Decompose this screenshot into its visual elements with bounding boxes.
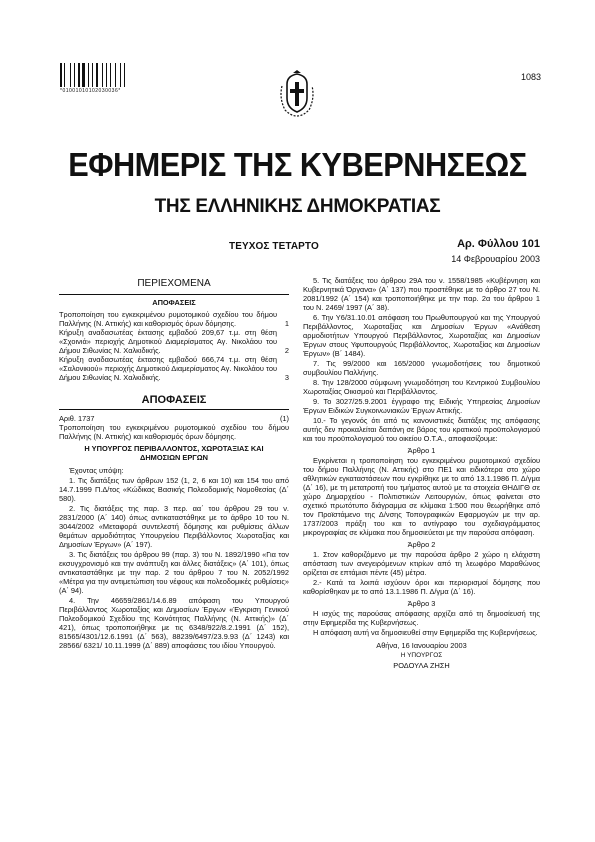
barcode-bar	[88, 63, 89, 87]
barcode-bar	[102, 63, 103, 87]
toc-item-text: Κήρυξη αναδασωτέας έκτασης εμβαδού 666,74 τ.μ. στη θέση «Σαλονικιού» περιοχής Δημοτικού Διαμερίσματος Αγ. Νικολάου του Δήμου Σιθωνίας Ν. Χαλκιδικής.	[59, 355, 277, 382]
article-title: Άρθρο 1	[407, 446, 436, 455]
signature-place-date: Αθήνα, 16 Ιανουαρίου 2003	[376, 641, 467, 650]
divider	[59, 294, 289, 295]
considering-paragraph: 8. Την 128/2000 σύμφωνη γνωμοδότηση του Κεντρικού Συμβουλίου Χωροταξίας Οικισμού και Περιβάλλοντος.	[303, 378, 540, 396]
barcode-bar	[64, 63, 65, 87]
barcode-bar	[90, 63, 92, 87]
greek-coat-of-arms-icon	[279, 70, 315, 118]
right-column	[303, 276, 540, 671]
barcode-bar	[74, 63, 75, 87]
considering-label: Έχοντας υπόψη:	[69, 466, 124, 475]
toc-item-page: 3	[284, 373, 289, 382]
article-text: Εγκρίνεται η τροποποίηση του εγκεκριμένου ρυμοτομικού σχεδίου του δήμου Παλλήνης (Ν. Αττικής) στο ΠΕ1 και ειδικότερα στο χώρο αθλητικών εγκαταστάσεων που εγκρίθηκε με το από 13.1.1986 Π. Δ/γμα (Δ΄ 16), με τη μετατροπή του τμήματος αυτού με τα στοιχεία ΘΗΔΙΓΘ σε χώρο Δημαρχείου - Πολιτιστικών Λειτουργιών, όπως φαίνεται στο σχετικό πρωτότυπο διάγραμμα σε κλίμακα 1:500 που θεωρήθηκε από τον Προϊστάμενο της Δ/νσης Τοπογραφικών Εφαρμογών με την αρ. 1737/2003 πράξη του και το αντίγραφο του σχεδιαγράμματος μικρογραφίας σε κλίμακα που δημοσιεύεται με την παρούσα απόφαση.	[303, 456, 540, 537]
barcode-bar	[63, 63, 64, 87]
article-text: Η ισχύς της παρούσας απόφασης αρχίζει από τη δημοσίευσή της στην Εφημερίδα της Κυβερνήσεως.	[303, 609, 540, 627]
considering-paragraph: 1. Τις διατάξεις των άρθρων 152 (1, 2, 6 και 10) και 154 του από 14.7.1999 Π.Δ/τος «Κώδικας Βασικής Πολεοδομικής Νομοθεσίας (Δ΄ 580).	[59, 476, 289, 503]
sheet-number: Αρ. Φύλλου 101	[457, 238, 540, 250]
decision-number-row	[59, 414, 289, 423]
page-number: 1083	[520, 72, 541, 82]
barcode-bar	[92, 63, 93, 87]
divider	[59, 409, 289, 410]
decision-number: Αριθ. 1737	[59, 414, 95, 423]
contents-section: ΑΠΟΦΑΣΕΙΣ	[152, 298, 196, 307]
toc-item-text: Τροποποίηση του εγκεκριμένου ρυμοτομικού σχεδίου του δήμου Παλλήνης (Ν. Αττικής) και καθορισμός όρων δόμησης.	[59, 310, 277, 328]
toc-item-page: 1	[284, 319, 289, 328]
barcode-bar	[81, 63, 82, 87]
article-text: Η απόφαση αυτή να δημοσιευθεί στην Εφημερίδα της Κυβερνήσεως.	[313, 628, 538, 637]
barcode-number: *01001010102030036*	[60, 88, 121, 94]
article-title: Άρθρο 2	[407, 540, 436, 549]
signer-name: ΡΟΔΟΥΛΑ ΖΗΣΗ	[393, 661, 450, 670]
toc-item[interactable]	[59, 355, 289, 382]
considering-paragraph: 7. Τις 99/2000 και 165/2000 γνωμοδοτήσεις του δημοτικού συμβουλίου Παλλήνης.	[303, 359, 540, 377]
barcode-bar	[86, 63, 87, 87]
barcode-bar	[112, 63, 114, 87]
issue-label: ΤΕΥΧΟΣ ΤΕΤΑΡΤΟ	[229, 241, 319, 252]
barcode-bar	[94, 63, 95, 87]
considering-paragraph: 5. Τις διατάξεις του άρθρου 29Α του ν. 1558/1985 «Κυβέρνηση και Κυβερνητικά Όργανα» (Α΄ 137) που προστέθηκε με το άρθρο 27 του Ν. 2081/1992 (Α΄ 154) και τροποποιήθηκε με την παρ. 2α του άρθρου 1 του Ν. 2469/ 1997 (Α΄ 38).	[303, 276, 540, 312]
barcode-bar	[70, 63, 71, 87]
barcode-bar	[116, 63, 118, 87]
gazette-subtitle: ΤΗΣ ΕΛΛΗΝΙΚΗΣ ΔΗΜΟΚΡΑΤΙΑΣ	[154, 196, 441, 217]
barcode-bar	[66, 63, 68, 87]
barcode-bar	[124, 63, 126, 87]
contents-heading: ΠΕΡΙΕΧΟΜΕΝΑ	[137, 278, 211, 289]
barcode-bar	[108, 63, 109, 87]
barcode-bar	[96, 63, 98, 87]
toc-item[interactable]	[59, 328, 289, 355]
considering-paragraph: 3. Τις διατάξεις του άρθρου 99 (παρ. 3) του Ν. 1892/1990 «Για τον εκσυγχρονισμό και την ανάπτυξη και άλλες διατάξεις» (Α΄ 101), όπως αντικαταστάθηκε με την παρ. 2 του άρθρου 7 του Ν. 2052/1992 «Μέτρα για την αντιμετώπιση του νέφους και πολεοδομικές ρυθμίσεις» (Α΄ 94).	[59, 550, 289, 595]
barcode-bar	[115, 63, 116, 87]
toc-item-page: 2	[284, 346, 289, 355]
barcode-bar	[82, 63, 84, 87]
minister-title: Η ΥΠΟΥΡΓΟΣ ΠΕΡΙΒΑΛΛΟΝΤΟΣ, ΧΩΡΟΤΑΞΙΑΣ ΚΑΙ ΔΗΜΟΣΙΩΝ ΕΡΓΩΝ	[84, 444, 264, 462]
barcode-bar	[122, 63, 123, 87]
barcode-bar	[72, 63, 74, 87]
barcode-bar	[60, 63, 62, 87]
issue-date: 14 Φεβρουαρίου 2003	[451, 254, 540, 264]
considering-paragraph: 9. Το 3027/25.9.2001 έγγραφο της Ειδικής Υπηρεσίας Δημοσίων Έργων Ειδικών Συγκοινωνιακών Έργων Αττικής.	[303, 397, 540, 415]
article-text: 2.- Κατά τα λοιπά ισχύουν όροι και περιορισμοί δόμησης που καθορίσθηκαν με το από 13.1.1986 Π. Δ/γμα (Δ΄ 16).	[303, 578, 540, 596]
considering-paragraph: 2. Τις διατάξεις της παρ. 3 περ. αα΄ του άρθρου 29 του ν. 2831/2000 (Α΄ 140) όπως αντικαταστάθηκε με το άρθρο 10 του Ν. 3044/2002 «Μεταφορά συντελεστή δόμησης και ρυθμίσεις άλλων θεμάτων αρμοδιότητας Υπουργείου Περιβάλλοντος Χωροταξίας και Δημοσίων Έργων» (Α΄ 197).	[59, 504, 289, 549]
signer-title: Η ΥΠΟΥΡΓΟΣ	[400, 652, 443, 659]
barcode-bar	[78, 63, 80, 87]
decision-ref: (1)	[279, 414, 289, 423]
barcode-bar	[106, 63, 108, 87]
decisions-heading: ΑΠΟΦΑΣΕΙΣ	[141, 394, 207, 406]
barcode	[60, 63, 128, 87]
left-column	[59, 278, 289, 651]
toc-item-text: Κήρυξη αναδασωτέας έκτασης εμβαδού 209,67 τ.μ. στη θέση «Σχοινιά» περιοχής Δημοτικού Διαμερίσματος Αγ. Νικολάου του Δήμου Σιθωνίας Ν. Χαλκιδικής.	[59, 328, 277, 355]
article-title: Άρθρο 3	[407, 599, 436, 608]
barcode-bar	[104, 63, 105, 87]
considering-paragraph: 6. Την Υ6/31.10.01 απόφαση του Πρωθυπουργού και της Υπουργού Περιβάλλοντος, Χωροταξίας και Δημοσίων Έργων «Ανάθεση αρμοδιοτήτων Υπουργού Περιβάλλοντος, Χωροταξίας και Δημοσίων Έργων στους Υφυπουργούς Περιβάλλοντος, Χωροταξίας και Δημοσίων Έργων» (Β΄ 1484).	[303, 313, 540, 358]
barcode-bar	[76, 63, 77, 87]
considering-paragraph: 4. Την 46659/2861/14.6.89 απόφαση του Υπουργού Περιβάλλοντος Χωροταξίας και Δημοσίων Έργων «Έγκριση Γενικού Πολεοδομικού Σχεδίου της Κοινότητας Παλλήνης (Ν. Αττικής)» (Δ΄ 421), όπως τροποποιήθηκε με τις 6348/922/8.2.1991 (Δ΄ 152), 81565/4301/12.6.1991 (Δ΄ 563), 88239/6497/23.9.93 (Δ΄ 1243) και 28566/ 6321/ 10.11.1999 (Δ΄ 889) αποφάσεις του ιδίου Υπουργού.	[59, 596, 289, 650]
toc-item[interactable]	[59, 310, 289, 328]
barcode-bar	[120, 63, 121, 87]
decision-subject: Τροποποίηση του εγκεκριμένου ρυμοτομικού σχεδίου του δήμου Παλλήνης (Ν. Αττικής) και καθορισμός όρων δόμησης.	[59, 423, 289, 441]
barcode-bar	[110, 63, 111, 87]
gazette-title: ΕΦΗΜΕΡΙΣ ΤΗΣ ΚΥΒΕΡΝΗΣΕΩΣ	[68, 146, 527, 183]
article-text: 1. Στον καθοριζόμενο με την παρούσα άρθρο 2 χώρο η ελάχιστη απόσταση των ανεγειρόμενων κτιρίων από τη λεωφόρο Μαραθώνος ορίζεται σε επτάμισι πέντε (45) μέτρα.	[303, 550, 540, 577]
considering-paragraph: 10.- Το γεγονός ότι από τις κανονιστικές διατάξεις της απόφασης αυτής δεν προκαλείται δαπάνη σε βάρος του κρατικού προϋπολογισμού και του προϋπολογισμού του οικείου Ο.Τ.Α., αποφασίζουμε:	[303, 416, 540, 443]
barcode-bar	[99, 63, 101, 87]
barcode-bar	[126, 63, 127, 87]
